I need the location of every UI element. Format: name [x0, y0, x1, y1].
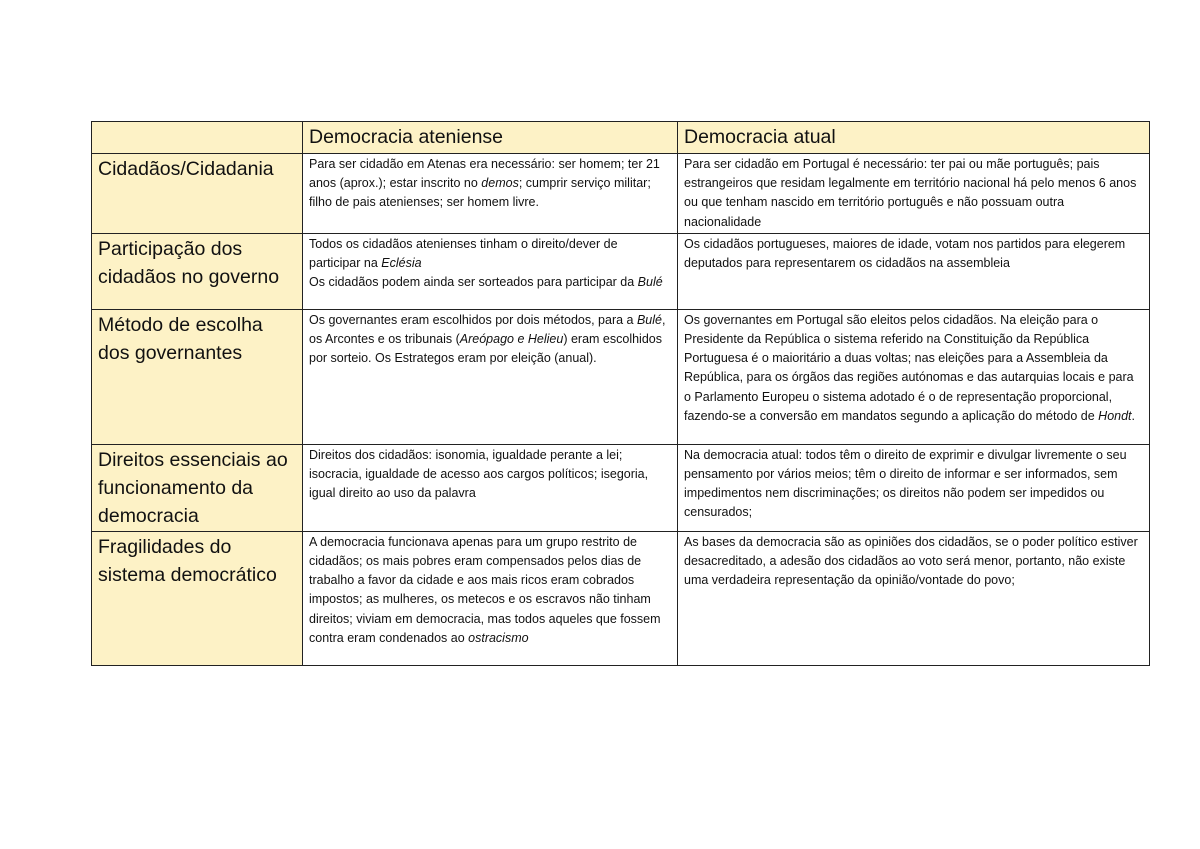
cell-modern-citizens [678, 154, 1150, 234]
table-row [92, 154, 1150, 234]
cell-athens-essential-rights [303, 444, 678, 531]
table-header-row [92, 122, 1150, 154]
cell-text: ) eram escolhidos por sorteio. Os Estrategos eram por eleição (anual). [309, 332, 662, 366]
cell-modern-selection-method [678, 309, 1150, 444]
italic-term: ostracismo [468, 630, 529, 645]
row-label-citizens: Cidadãos/Cidadania [92, 154, 303, 234]
comparison-table [91, 121, 1150, 666]
cell-modern-weaknesses [678, 531, 1150, 665]
italic-term: Hondt [1098, 408, 1132, 423]
header-athenian-democracy: Democracia ateniense [303, 122, 678, 154]
italic-term: Eclésia [381, 256, 422, 271]
cell-text: A democracia funcionava apenas para um grupo restrito de cidadãos; os mais pobres eram compensados pelos dias de trabalho a favor da cidade e aos mais ricos eram cobrados impostos; as mulheres, os metecos e os escravos não tinham direitos; viviam em democracia, mas todos aqueles que fossem contra eram condenados ao [309, 534, 661, 645]
cell-text: As bases da democracia são as opiniões dos cidadãos, se o poder político estiver desacreditado, a adesão dos cidadãos ao voto será menor, portanto, não existe uma verdadeira representação da opinião/vontade do povo; [684, 534, 1138, 588]
row-label-participation: Participação dos cidadãos no governo [92, 233, 303, 309]
cell-text: Os cidadãos portugueses, maiores de idade, votam nos partidos para elegerem deputados para representarem os cidadãos na assembleia [684, 236, 1126, 271]
header-blank-cell [92, 122, 303, 154]
italic-term: Bulé [636, 312, 662, 327]
cell-text: Todos os cidadãos atenienses tinham o direito/dever de participar na [309, 236, 618, 271]
header-current-democracy: Democracia atual [678, 122, 1150, 154]
cell-text: Direitos dos cidadãos: isonomia, igualdade perante a lei; isocracia, igualdade de acesso aos cargos políticos; isegoria, igual direito ao uso da palavra [309, 447, 649, 501]
cell-text: Os governantes eram escolhidos por dois métodos, para a [309, 312, 637, 327]
row-label-essential-rights: Direitos essenciais ao funcionamento da democracia [92, 444, 303, 531]
row-label-weaknesses: Fragilidades do sistema democrático [92, 531, 303, 665]
cell-text: ; cumprir serviço militar; filho de pais atenienses; ser homem livre. [309, 176, 651, 210]
cell-modern-participation [678, 233, 1150, 309]
cell-text: . [1131, 408, 1136, 423]
italic-term: demos [481, 176, 519, 191]
cell-text: Para ser cidadão em Portugal é necessário: ter pai ou mãe português; pais estrangeiros que residam legalmente em território nacional há pelo menos 6 anos ou que tenham nascido em território português e não possuam outra nacionalidade [684, 157, 1137, 229]
cell-text: Os governantes em Portugal são eleitos pelos cidadãos. Na eleição para o Presidente da República o sistema referido na Constituição da República Portuguesa é o maioritário a duas voltas; nas eleições para a Assembleia da República, para os órgãos das regiões autónomas e das autarquias locais e para o Parlamento Europeu o sistema adotado é o de representação proporcional, fazendo-se a conversão em mandatos segundo a aplicação do método de [684, 312, 1134, 423]
cell-athens-selection-method [303, 309, 678, 444]
italic-term: Bulé [637, 275, 663, 290]
table-row [92, 531, 1150, 665]
table-row [92, 444, 1150, 531]
italic-term: Areópago e Helieu [459, 332, 564, 347]
cell-text: Para ser cidadão em Atenas era necessário: ser homem; ter 21 anos (aprox.); estar inscrito no [309, 157, 660, 191]
cell-text: Os cidadãos podem ainda ser sorteados para participar da [309, 275, 638, 290]
cell-athens-citizens [303, 154, 678, 234]
table-row [92, 233, 1150, 309]
cell-athens-weaknesses [303, 531, 678, 665]
cell-athens-participation [303, 233, 678, 309]
cell-text: Na democracia atual: todos têm o direito de exprimir e divulgar livremente o seu pensamento por vários meios; têm o direito de informar e ser informados, sem impedimentos nem discriminações; os direitos não podem ser impedidos ou censurados; [684, 447, 1127, 520]
table-row [92, 309, 1150, 444]
row-label-selection-method: Método de escolha dos governantes [92, 309, 303, 444]
cell-text: , os Arcontes e os tribunais ( [309, 312, 666, 347]
cell-modern-essential-rights [678, 444, 1150, 531]
